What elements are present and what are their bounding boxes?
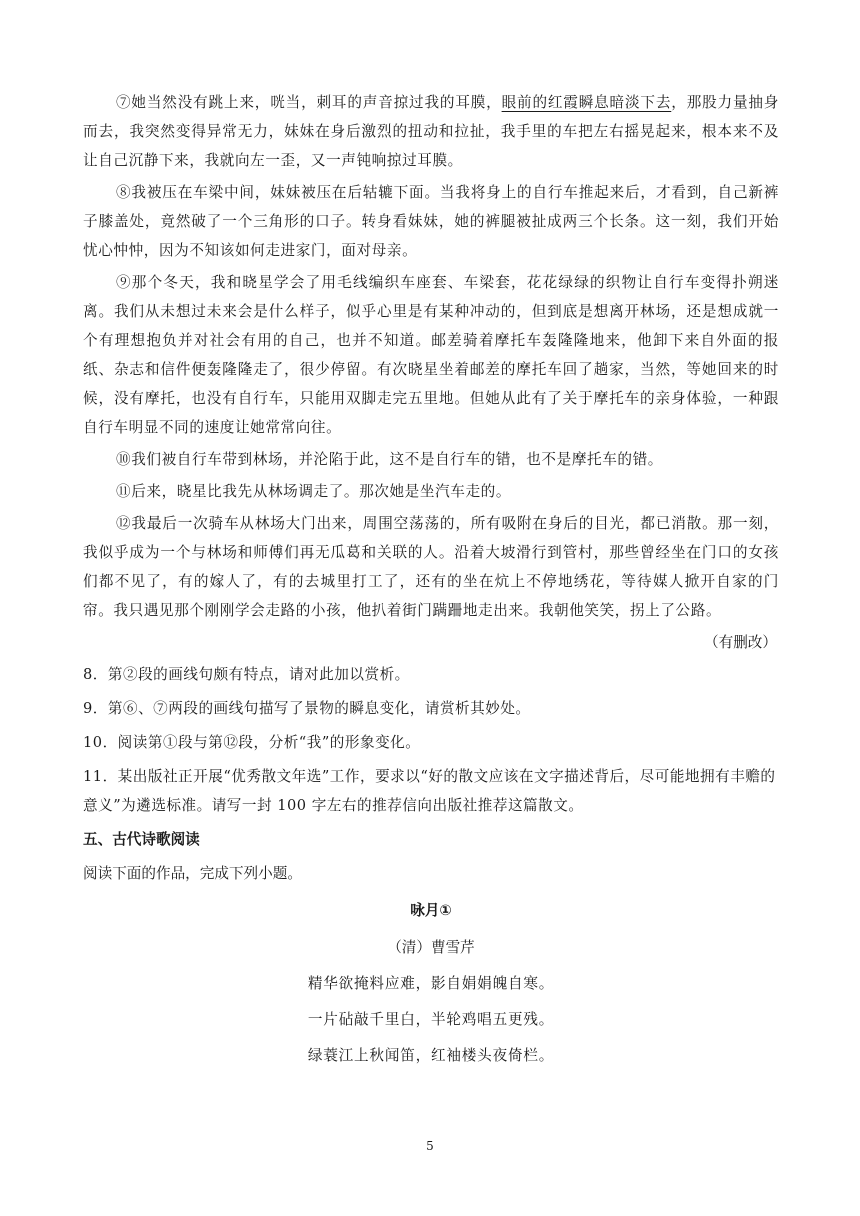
poem-line: 精华欲掩料应难，影自娟娟魄自寒。 xyxy=(307,975,555,992)
section-heading: 五、古代诗歌阅读 xyxy=(83,831,200,848)
underlined-sentence: 眼前的红霞瞬息暗淡下去 xyxy=(501,94,672,111)
paragraph-10: ⑩我们被自行车带到林场，并沦陷于此，这不是自行车的错，也不是摩托车的错。 xyxy=(116,451,663,468)
question-8: 8．第②段的画线句颇有特点，请对此加以赏析。 xyxy=(83,666,410,683)
poem-line: 绿蓑江上秋闻笛，红袖楼头夜倚栏。 xyxy=(307,1047,555,1064)
question-9: 9．第⑥、⑦两段的画线句描写了景物的瞬息变化，请赏析其妙处。 xyxy=(83,700,531,717)
paragraph-12: ⑫我最后一次骑车从林场大门出来，周围空荡荡的，所有吸附在身后的目光，都已消散。那一刻，我似乎成为一个与林场和师傅们再无瓜葛和关联的人。沿着大坡滑行到管村，那些曾经坐在门口的女孩们都不见了，有的嫁人了，有的去城里打工了，还有的坐在炕上不停地绣花，等待媒人掀开自家的门帘。我只遇见那个刚刚学会走路的小孩，他扒着街门蹒跚地走出来。我朝他笑笑，拐上了公路。 xyxy=(83,515,779,619)
source-note: （有删改） xyxy=(704,634,777,651)
question-11: 11．某出版社正开展“优秀散文年选”工作，要求以“好的散文应该在文字描述背后，尽可能地拥有丰赡的意义”为遴选标准。请写一封 100 字左右的推荐信向出版社推荐这篇散文。 xyxy=(83,768,776,814)
poem-title: 咏月① xyxy=(410,902,452,919)
paragraph-7 xyxy=(83,88,779,175)
page-content xyxy=(83,88,779,1077)
paragraph-8: ⑧我被压在车梁中间，妹妹被压在后轱辘下面。当我将身上的自行车推起来后，才看到，自己新裤子膝盖处，竟然破了一个三角形的口子。转身看妹妹，她的裤腿被扯成两三个长条。这一刻，我们开始忧心忡忡，因为不知该如何走进家门，面对母亲。 xyxy=(83,184,779,259)
paragraph-9: ⑨那个冬天，我和晓星学会了用毛线编织车座套、车梁套，花花绿绿的织物让自行车变得扑朔迷离。我们从未想过未来会是什么样子，似乎心里是有某种冲动的，但到底是想离开林场，还是想成就一个有理想抱负并对社会有用的自己，也并不知道。邮差骑着摩托车轰隆隆地来，他卸下来自外面的报纸、杂志和信件便轰隆隆走了，很少停留。有次晓星坐着邮差的摩托车回了趟家，当然，等她回来的时候，没有摩托，也没有自行车，只能用双脚走完五里地。但她从此有了关于摩托车的亲身体验，一种跟自行车明显不同的速度让她常常向往。 xyxy=(83,274,779,436)
poem-author: （清）曹雪芹 xyxy=(387,939,475,956)
paragraph-7-text-start: ⑦她当然没有跳上来，咣当，刺耳的声音掠过我的耳膜， xyxy=(116,94,502,111)
poem-line: 一片砧敲千里白，半轮鸡唱五更残。 xyxy=(307,1011,555,1028)
paragraph-7-text-end: ，那股力量抽身而去，我突然变得异常无力，妹妹在身后激烈的扭动和拉扯，我手里的车把左右摇晃起来，根本来不及让自己沉静下来，我就向左一歪，又一声钝响掠过耳膜。 xyxy=(83,94,779,169)
question-10: 10．阅读第①段与第⑫段，分析“我”的形象变化。 xyxy=(83,734,421,751)
paragraph-11: ⑪后来，晓星比我先从林场调走了。那次她是坐汽车走的。 xyxy=(116,483,512,500)
reading-instruction: 阅读下面的作品，完成下列小题。 xyxy=(83,865,302,882)
page-number: 5 xyxy=(426,1139,434,1153)
